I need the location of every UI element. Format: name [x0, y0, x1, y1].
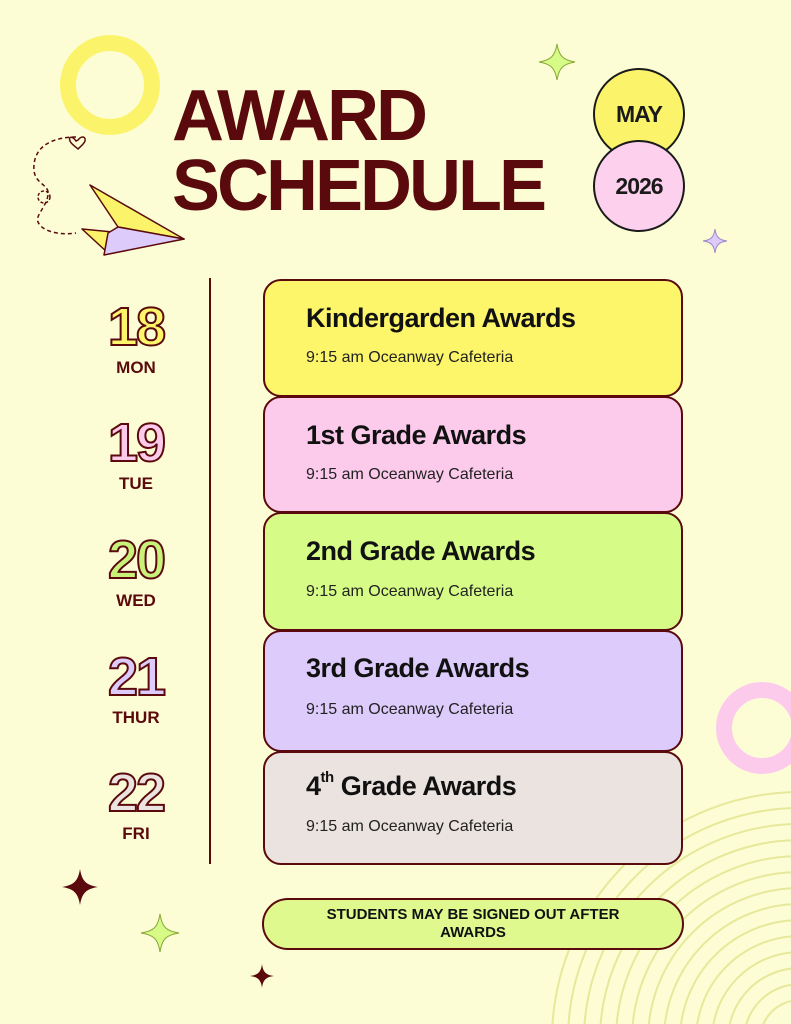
day-name: TUE — [119, 474, 153, 493]
sparkle-icon — [61, 868, 99, 906]
day-number: 18 — [107, 297, 165, 357]
event-card — [263, 512, 683, 631]
pink-ring-icon — [714, 680, 791, 776]
event-details: 9:15 am Oceanway Cafeteria — [306, 701, 514, 718]
day-number: 21 — [107, 647, 165, 707]
title-line-1: AWARD — [172, 76, 425, 156]
event-title: 1st Grade Awards — [306, 420, 527, 450]
title-line-2: SCHEDULE — [172, 146, 545, 226]
signout-note — [262, 898, 684, 950]
date-block — [86, 530, 186, 611]
event-title: Kindergarden Awards — [306, 303, 576, 333]
event-card — [263, 630, 683, 752]
date-block — [86, 763, 186, 844]
day-number: 20 — [107, 530, 165, 590]
event-details: 9:15 am Oceanway Cafeteria — [306, 583, 514, 600]
day-number: 22 — [107, 763, 165, 823]
day-name: THUR — [112, 708, 160, 727]
day-name: WED — [116, 591, 156, 610]
sparkle-icon — [249, 963, 275, 989]
sparkle-icon — [139, 912, 181, 954]
date-block — [86, 297, 186, 378]
event-card — [263, 751, 683, 865]
event-title-ordinal: th — [320, 769, 334, 786]
event-title-number: 4 — [306, 771, 321, 801]
date-block — [86, 647, 186, 728]
month-badge: MAY — [593, 68, 685, 160]
event-details: 9:15 am Oceanway Cafeteria — [306, 466, 514, 483]
event-card — [263, 396, 683, 513]
day-name: MON — [116, 358, 156, 377]
sparkle-icon — [537, 42, 577, 82]
event-card — [263, 279, 683, 397]
timeline-divider — [209, 278, 211, 864]
signout-note-text: STUDENTS MAY BE SIGNED OUT AFTER AWARDS — [326, 906, 620, 941]
year-badge: 2026 — [593, 140, 685, 232]
event-title: 2nd Grade Awards — [306, 536, 536, 566]
event-title: 3rd Grade Awards — [306, 653, 530, 683]
event-title-rest: Grade Awards — [333, 771, 517, 801]
yellow-ring-icon — [58, 33, 162, 137]
day-name: FRI — [122, 824, 150, 843]
sparkle-icon — [702, 228, 728, 254]
event-title — [306, 771, 516, 802]
day-number: 19 — [107, 413, 165, 473]
event-details: 9:15 am Oceanway Cafeteria — [306, 349, 514, 366]
event-details: 9:15 am Oceanway Cafeteria — [306, 818, 514, 835]
date-block — [86, 413, 186, 494]
